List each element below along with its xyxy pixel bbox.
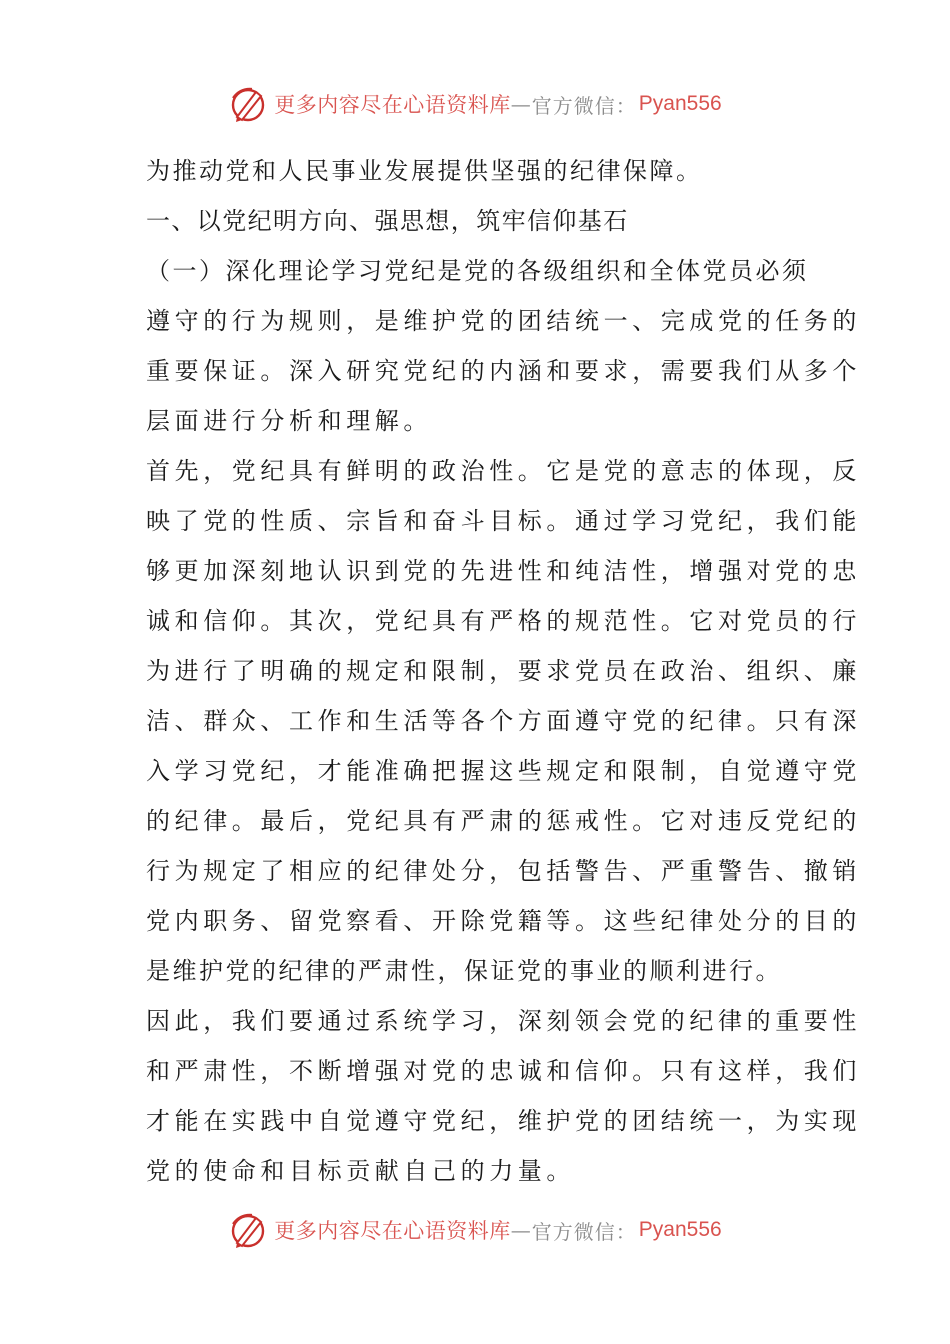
text-line: 层面进行分析和理解。	[146, 407, 432, 435]
text-line: 为推动党和人民事业发展提供坚强的纪律保障。	[146, 157, 703, 185]
section-heading: 一、以党纪明方向、强思想，筑牢信仰基石	[146, 207, 629, 235]
pen-logo-icon	[228, 1210, 268, 1250]
text-line: 够更加深刻地认识到党的先进性和纯洁性，增强对党的忠	[146, 557, 861, 585]
pen-logo-icon	[228, 84, 268, 124]
banner-dash: —	[510, 1218, 532, 1242]
text-line: 洁、群众、工作和生活等各个方面遵守党的纪律。只有深	[146, 707, 861, 735]
banner-wechat-label: 官方微信：	[531, 93, 637, 118]
text-line: 诚和信仰。其次，党纪具有严格的规范性。它对党员的行	[146, 607, 861, 635]
banner-wechat-id: Pyan556	[638, 92, 722, 115]
banner-dash: —	[510, 92, 532, 116]
text-line: 才能在实践中自觉遵守党纪，维护党的团结统一，为实现	[146, 1107, 861, 1135]
footer-banner	[0, 1206, 950, 1254]
text-line: 遵守的行为规则，是维护党的团结统一、完成党的任务的	[146, 307, 861, 335]
document-body	[146, 146, 861, 1196]
banner-brand-text: 更多内容尽在心语资料库	[274, 93, 511, 117]
text-line: （一）深化理论学习党纪是党的各级组织和全体党员必须	[146, 257, 809, 285]
banner-wechat-id: Pyan556	[638, 1218, 722, 1241]
text-line: 因此，我们要通过系统学习，深刻领会党的纪律的重要性	[146, 1007, 861, 1035]
text-line: 首先，党纪具有鲜明的政治性。它是党的意志的体现，反	[146, 457, 861, 485]
banner-brand-text: 更多内容尽在心语资料库	[274, 1219, 511, 1243]
text-line: 映了党的性质、宗旨和奋斗目标。通过学习党纪，我们能	[146, 507, 861, 535]
text-line: 和严肃性，不断增强对党的忠诚和信仰。只有这样，我们	[146, 1057, 861, 1085]
text-line: 党内职务、留党察看、开除党籍等。这些纪律处分的目的	[146, 907, 861, 935]
text-line: 党的使命和目标贡献自己的力量。	[146, 1157, 575, 1185]
text-line: 是维护党的纪律的严肃性，保证党的事业的顺利进行。	[146, 957, 782, 985]
text-line: 行为规定了相应的纪律处分，包括警告、严重警告、撤销	[146, 857, 861, 885]
text-line: 入学习党纪，才能准确把握这些规定和限制，自觉遵守党	[146, 757, 861, 785]
text-line: 的纪律。最后，党纪具有严肃的惩戒性。它对违反党纪的	[146, 807, 861, 835]
text-line: 为进行了明确的规定和限制，要求党员在政治、组织、廉	[146, 657, 861, 685]
banner-wechat-label: 官方微信：	[531, 1219, 637, 1244]
text-line: 重要保证。深入研究党纪的内涵和要求，需要我们从多个	[146, 357, 861, 385]
header-banner	[0, 80, 950, 128]
